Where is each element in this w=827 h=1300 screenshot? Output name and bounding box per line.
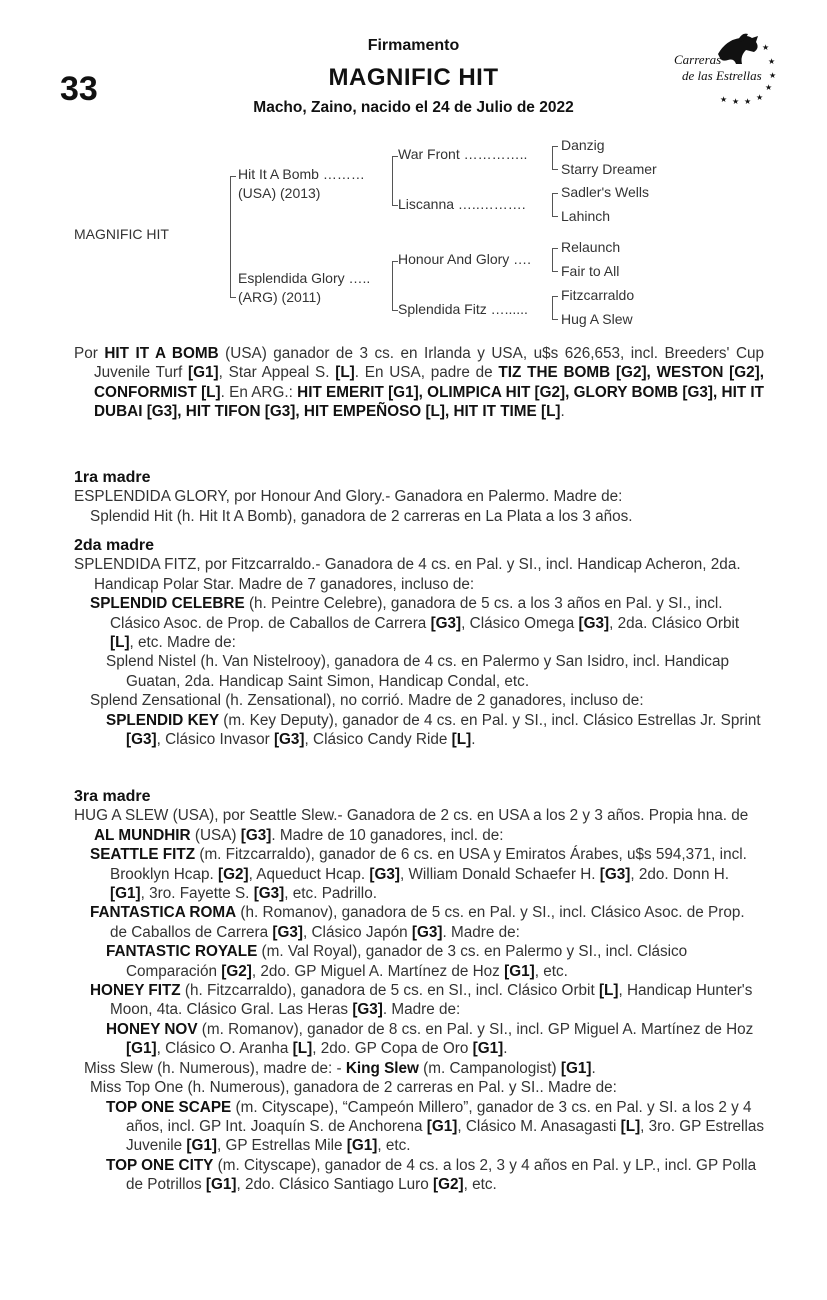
pedigree-sire-sire: War Front ………….. — [398, 146, 528, 162]
produce-text: (m. Cityscape), “Campeón Millero”, ganador de 3 cs. en Pal. y SI. a los 2 y 4 años, incl. GP Int. Joaquín S. de Anchorena [G1], Clásico M. Anasagasti [L], 3ro. GP Estrellas Juvenile [G1], GP Estrellas Mile [G1], etc. — [126, 1098, 765, 1155]
logo-line-1: Carreras — [674, 52, 722, 67]
pedigree-ancestor: Fair to All — [561, 263, 620, 279]
grade-badge: [G2] — [432, 1176, 464, 1194]
produce-text: (m. Key Deputy), ganador de 4 cs. en Pal. y SI., incl. Clásico Estrellas Jr. Sprint [G3], Clásico Invasor [G3], Clásico Candy Ride [L]. — [126, 711, 761, 749]
grade-badge: [G3] — [273, 731, 305, 749]
grade-badge: [G1] — [188, 364, 219, 382]
pedigree-ancestor: Danzig — [561, 137, 605, 153]
grade-badge: [G3] — [253, 885, 285, 903]
svg-text:★: ★ — [765, 83, 773, 92]
grade-badge: [G1] — [346, 1137, 378, 1155]
pedigree-ancestor: Starry Dreamer — [561, 161, 657, 177]
grade-badge: [G3] — [272, 923, 304, 941]
lot-number: 33 — [60, 70, 98, 108]
grade-badge: [L] — [451, 731, 472, 749]
grade-badge: [G1] — [126, 1040, 157, 1058]
second-dam-intro: SPLENDIDA FITZ, por Fitzcarraldo.- Ganadora de 4 cs. en Pal. y SI., incl. Handicap Acheron, 2da. Handicap Polar Star. Madre de 7 ganadores, incluso de: — [74, 556, 741, 593]
grade-badge: [G3] — [369, 865, 400, 883]
pedigree-bracket — [230, 176, 236, 298]
pedigree-ancestor: Hug A Slew — [561, 311, 633, 327]
svg-text:★: ★ — [744, 97, 752, 106]
pedigree-bracket — [552, 146, 558, 170]
pedigree-ancestor: Relaunch — [561, 239, 621, 255]
produce-text: (m. Campanologist) [G1]. — [423, 1059, 596, 1077]
grade-badge: [G3] — [352, 1001, 383, 1019]
logo-line-2: de las Estrellas — [682, 68, 762, 83]
third-dam-heading: 3ra madre — [74, 788, 151, 805]
first-dam-section — [74, 468, 764, 526]
breeder-name: Firmamento — [367, 37, 460, 54]
sire-name: HIT IT A BOMB — [104, 345, 219, 362]
grade-badge: [L] — [620, 1117, 641, 1135]
produce-name: FANTASTIC ROYALE — [106, 943, 258, 961]
grade-badge: [G3] — [240, 826, 272, 844]
second-dam-heading: 2da madre — [74, 537, 155, 554]
pedigree-subject: MAGNIFIC HIT — [74, 226, 169, 242]
grade-badge: [G3] — [578, 614, 610, 632]
carreras-logo — [668, 30, 778, 108]
produce-name: SPLENDID CELEBRE — [90, 595, 245, 613]
produce-name: HONEY FITZ — [90, 982, 181, 1000]
third-dam-section — [74, 787, 764, 1195]
first-dam-line: ESPLENDIDA GLORY, por Honour And Glory.- Ganadora en Palermo. Madre de: — [74, 488, 623, 506]
grade-badge: [G3] — [430, 614, 462, 632]
grade-badge: [G1] — [504, 962, 535, 980]
produce-text: (h. Peintre Celebre), ganadora de 5 cs. a los 3 años en Pal. y SI., incl. Clásico Asoc. de Prop. de Caballos de Carrera [G3], Clásico Omega [G3], 2da. Clásico Orbit [L], etc. Madre de: — [110, 595, 740, 652]
produce-text: (m. Cityscape), ganador de 4 cs. a los 2, 3 y 4 años en Pal. y LP., incl. GP Polla de Potrillos [G1], 2do. Clásico Santiago Luro [G2], etc. — [126, 1156, 757, 1194]
pedigree-dam: Esplendida Glory ….. — [238, 270, 371, 286]
pedigree-dam-dam: Splendida Fitz …...... — [398, 301, 528, 317]
produce-text: Splend Nistel (h. Van Nistelrooy), ganadora de 4 cs. en Palermo y San Isidro, incl. Handicap Guatan, 2da. Handicap Saint Simon, Handicap Condal, etc. — [106, 653, 729, 690]
pedigree-dam-sire: Honour And Glory …. — [398, 251, 532, 267]
produce-text: Splend Zensational (h. Zensational), no corrió. Madre de 2 ganadores, incluso de: — [90, 692, 644, 710]
produce-text: (m. Fitzcarraldo), ganador de 6 cs. en USA y Emiratos Árabes, u$s 594,371, incl. Brooklyn Hcap. [G2], Aqueduct Hcap. [G3], William Donald Schaefer H. [G3], 2do. Donn H. [G1], 3ro. Fayette S. [G3], etc. Padrillo. — [110, 846, 747, 903]
grade-badge: [G1] — [560, 1059, 592, 1077]
grade-badge: [G1] — [186, 1137, 217, 1155]
grade-badge: [G1] — [205, 1176, 237, 1194]
second-dam-section — [74, 536, 764, 749]
grade-badge: [L] — [335, 364, 355, 382]
pedigree-ancestor: Lahinch — [561, 208, 611, 224]
sire-paragraph — [74, 344, 764, 422]
grade-badge: [G1] — [110, 885, 141, 903]
sire-text: , Star Appeal S. — [218, 364, 330, 382]
produce-name: TOP ONE CITY — [106, 1156, 214, 1174]
pedigree-bracket — [552, 248, 558, 272]
grade-badge: [G2] — [221, 962, 252, 980]
grade-badge: [G1] — [472, 1040, 504, 1058]
produce-name: King Slew — [345, 1059, 419, 1077]
third-dam-intro: (USA) [G3]. Madre de 10 ganadores, incl. de: — [194, 826, 504, 844]
pedigree-dam-origin: (ARG) (2011) — [238, 289, 321, 305]
svg-text:★: ★ — [762, 43, 770, 52]
produce-name: SPLENDID KEY — [106, 711, 220, 729]
grade-badge: [L] — [110, 634, 130, 652]
pedigree-sire-dam: Liscanna …..………. — [398, 196, 526, 212]
pedigree-ancestor: Sadler's Wells — [561, 184, 649, 200]
svg-text:★: ★ — [769, 71, 777, 80]
produce-text: (h. Romanov), ganadora de 5 cs. en Pal. y SI., incl. Clásico Asoc. de Prop. de Caballos de Carrera [G3], Clásico Japón [G3]. Madre de: — [110, 904, 745, 941]
produce-name: TOP ONE SCAPE — [106, 1098, 232, 1116]
pedigree-ancestor: Fitzcarraldo — [561, 287, 635, 303]
grade-badge: [G3] — [599, 865, 631, 883]
horse-name: MAGNIFIC HIT — [328, 64, 499, 91]
produce-name: HONEY NOV — [106, 1020, 198, 1038]
svg-text:★: ★ — [768, 57, 776, 66]
grade-badge: [L] — [292, 1040, 313, 1058]
sire-text: . En USA, padre de — [354, 364, 493, 382]
produce-name: SEATTLE FITZ — [90, 846, 196, 864]
grade-badge: [G1] — [426, 1117, 458, 1135]
sire-prefix: Por — [74, 345, 98, 362]
sire-text: . — [560, 403, 565, 421]
produce-name: AL MUNDHIR — [94, 826, 191, 844]
first-dam-produce: Splendid Hit (h. Hit It A Bomb), ganadora de 2 carreras en La Plata a los 3 años. — [90, 507, 633, 525]
grade-badge: [G2] — [217, 865, 249, 883]
svg-text:★: ★ — [732, 97, 740, 106]
arg-winners: HIT EMERIT [G1], OLIMPICA HIT [G2], GLORY BOMB [G3], HIT IT DUBAI [G3], HIT TIFON [G3], HIT EMPEÑOSO [L], HIT IT TIME [L] — [94, 383, 765, 421]
first-dam-heading: 1ra madre — [74, 469, 151, 486]
pedigree-bracket — [552, 193, 558, 217]
produce-text: (m. Romanov), ganador de 8 cs. en Pal. y SI., incl. GP Miguel A. Martínez de Hoz [G1], Clásico O. Aranha [L], 2do. GP Copa de Oro [G1]. — [126, 1020, 754, 1058]
produce-text: (h. Fitzcarraldo), ganadora de 5 cs. en SI., incl. Clásico Orbit [L], Handicap Hunter's Moon, 4ta. Clásico Gral. Las Heras [G3]. Madre de: — [110, 982, 753, 1019]
third-dam-intro: HUG A SLEW (USA), por Seattle Slew.- Ganadora de 2 cs. en USA a los 2 y 3 años. Propia hna. de — [74, 807, 749, 825]
svg-text:★: ★ — [720, 95, 728, 104]
pedigree-sire-origin: (USA) (2013) — [238, 185, 321, 201]
grade-badge: [L] — [598, 982, 619, 1000]
usa-winners: TIZ THE BOMB [G2], WESTON [G2], CONFORMIST [L] — [94, 364, 765, 401]
pedigree-bracket — [552, 296, 558, 320]
grade-badge: [G3] — [126, 731, 157, 749]
svg-text:★: ★ — [756, 93, 764, 102]
produce-name: FANTASTICA ROMA — [90, 904, 237, 922]
grade-badge: [G3] — [411, 923, 443, 941]
produce-text: Miss Top One (h. Numerous), ganadora de 2 carreras en Pal. y SI.. Madre de: — [90, 1079, 617, 1097]
sire-text: . En ARG.: — [220, 383, 293, 401]
sire-text: (USA) ganador de 3 cs. en Irlanda y USA, u$s 626,653, incl. Breeders' Cup Juvenile Turf — [94, 345, 765, 382]
pedigree-sire: Hit It A Bomb ……… — [238, 166, 365, 182]
horse-description: Macho, Zaino, nacido el 24 de Julio de 2022 — [253, 99, 574, 116]
produce-text: Miss Slew (h. Numerous), madre de: - — [84, 1059, 342, 1077]
produce-text: (m. Val Royal), ganador de 3 cs. en Palermo y SI., incl. Clásico Comparación [G2], 2do. GP Miguel A. Martínez de Hoz [G1], etc. — [126, 943, 688, 980]
